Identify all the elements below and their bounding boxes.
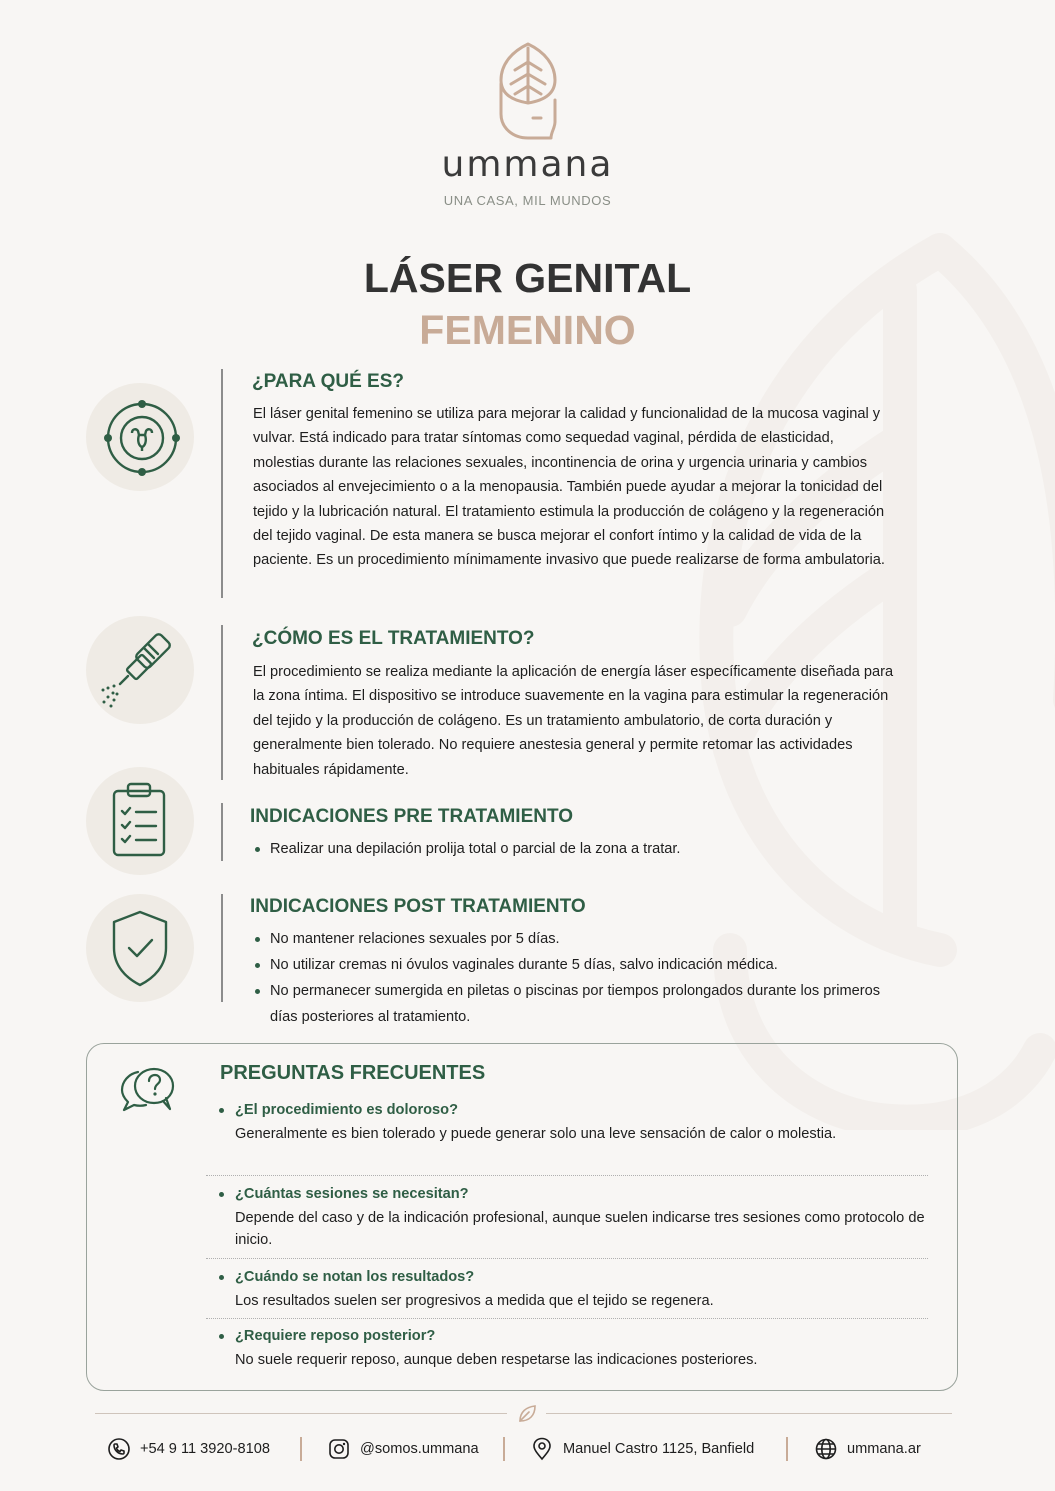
list-item: No permanecer sumergida en piletas o piscinas por tiempos prolongados durante los primeros días posteriores al tratamiento. — [252, 978, 892, 1030]
faq-item — [206, 1266, 928, 1312]
section-para-que-title: ¿PARA QUÉ ES? — [252, 371, 405, 392]
leaf-icon — [516, 1403, 538, 1425]
faq-answer: Depende del caso y de la indicación profesional, aunque suelen indicarse tres sesiones como protocolo de inicio. — [235, 1210, 925, 1248]
footer-address-text: Manuel Castro 1125, Banfield — [563, 1441, 755, 1457]
brand-tagline: UNA CASA, MIL MUNDOS — [443, 193, 612, 208]
footer-separator — [503, 1437, 505, 1461]
speech-bubbles-question-icon — [118, 1064, 178, 1114]
section-pre-icon-circle — [86, 767, 194, 875]
faq-item — [206, 1325, 928, 1371]
footer-address[interactable] — [531, 1433, 754, 1465]
section-para-que-body: El láser genital femenino se utiliza para mejorar la calidad y funcionalidad de la mucosa vaginal y vulvar. Está indicado para tratar síntomas como sequedad vaginal, pérdida de elasticidad, molestias durante las relaciones sexuales, incontinencia de orina y urgencia urinaria y cambios asociados al envejecimiento o a la menopausia. También puede ayudar a mejorar la tonicidad del tejido y la lubricación natural. El tratamiento estimula la producción de colágeno y la regeneración del tejido vaginal. De esta manera se busca mejorar el confort íntimo y la calidad de vida de la paciente. Es un procedimiento mínimamente invasivo que puede realizarse de forma ambulatoria. — [253, 406, 885, 569]
section-post-icon-circle — [86, 894, 194, 1002]
section-post-title: INDICACIONES POST TRATAMIENTO — [250, 896, 586, 917]
footer-separator — [300, 1437, 302, 1461]
section-para-que-divider — [221, 369, 223, 598]
section-pre-title: INDICACIONES PRE TRATAMIENTO — [250, 806, 574, 827]
section-post-divider — [221, 894, 223, 1002]
phone-icon — [108, 1438, 130, 1460]
uterus-target-icon — [86, 383, 194, 491]
footer-web[interactable] — [815, 1433, 921, 1465]
footer-divider-right — [546, 1413, 952, 1414]
location-pin-icon — [531, 1437, 553, 1461]
section-post-list — [252, 926, 892, 1030]
faq-item — [206, 1099, 928, 1145]
footer-instagram-text: @somos.ummana — [360, 1441, 479, 1457]
footer-separator — [786, 1437, 788, 1461]
footer-phone-text: +54 9 11 3920-8108 — [140, 1441, 270, 1457]
section-para-que-icon-circle — [86, 383, 194, 491]
footer-contact — [0, 1433, 1055, 1465]
faq-item — [206, 1183, 928, 1251]
faq-question: ¿Cuántas sesiones se necesitan? — [206, 1183, 928, 1205]
list-item: No utilizar cremas ni óvulos vaginales durante 5 días, salvo indicación médica. — [252, 952, 892, 978]
list-item: Realizar una depilación prolija total o parcial de la zona a tratar. — [252, 836, 892, 862]
section-como-es-body: El procedimiento se realiza mediante la aplicación de energía láser específicamente diseñada para la zona íntima. El dispositivo se introduce suavemente en la vagina para estimular la regeneración del tejido y la producción de colágeno. Es un tratamiento ambulatorio, de corta duración y generalmente bien tolerado. No requiere anestesia general y permite retomar las actividades habituales rápidamente. — [253, 664, 894, 778]
faq-divider — [206, 1258, 928, 1259]
leaf-face-logo-icon — [493, 40, 563, 140]
footer-divider-left — [95, 1413, 507, 1414]
list-item: No mantener relaciones sexuales por 5 días. — [252, 926, 892, 952]
faq-question: ¿El procedimiento es doloroso? — [206, 1099, 928, 1121]
section-como-es-title: ¿CÓMO ES EL TRATAMIENTO? — [252, 628, 535, 649]
faq-divider — [206, 1175, 928, 1176]
brand-header — [0, 40, 1055, 208]
page-title — [0, 252, 1055, 356]
footer-instagram[interactable] — [328, 1433, 479, 1465]
instagram-icon — [328, 1438, 350, 1460]
shield-check-icon — [86, 894, 194, 1002]
faq-answer: Los resultados suelen ser progresivos a medida que el tejido se regenera. — [235, 1293, 714, 1309]
brand-name: ummana — [441, 144, 614, 185]
faq-answer: No suele requerir reposo, aunque deben respetarse las indicaciones posteriores. — [235, 1352, 758, 1368]
laser-spray-icon — [86, 616, 194, 724]
title-line-1: LÁSER GENITAL — [363, 255, 692, 301]
faq-answer: Generalmente es bien tolerado y puede generar solo una leve sensación de calor o molestia. — [235, 1126, 837, 1142]
section-pre-divider — [221, 803, 223, 861]
section-como-es-icon-circle — [86, 616, 194, 724]
footer-phone[interactable] — [108, 1433, 270, 1465]
clipboard-checklist-icon — [86, 767, 194, 875]
faq-divider — [206, 1318, 928, 1319]
globe-icon — [815, 1438, 837, 1460]
footer-web-text: ummana.ar — [847, 1441, 921, 1457]
faq-question: ¿Requiere reposo posterior? — [206, 1325, 928, 1347]
faq-question: ¿Cuándo se notan los resultados? — [206, 1266, 928, 1288]
faq-title: PREGUNTAS FRECUENTES — [220, 1062, 486, 1084]
title-line-2: FEMENINO — [419, 307, 636, 353]
section-como-es-divider — [221, 625, 223, 780]
section-pre-list — [252, 836, 892, 862]
